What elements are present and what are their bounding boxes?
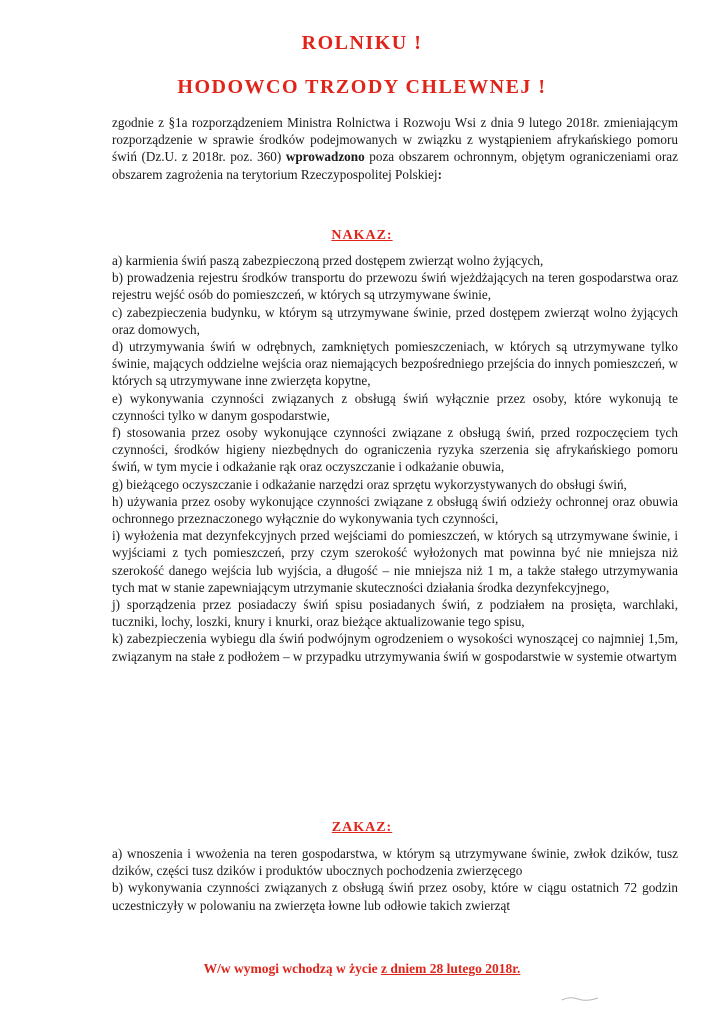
zakaz-heading: ZAKAZ: (331, 820, 393, 835)
intro-text-2: poza obszarem ochronnym, objętym ograniczeniami oraz obszarem zagrożenia na terytorium Rzeczypospolitej Polskiej (112, 149, 679, 182)
footer-date: z dniem 28 lutego 2018r. (380, 961, 521, 976)
nakaz-item-e: e) wykonywania czynności związanych z obsługą świń wyłącznie przez osoby, które wykonują te czynności tylko w danym gospodarstwie, (112, 390, 678, 423)
zakaz-list (112, 845, 678, 914)
zakaz-item-a: a) wnoszenia i wwożenia na teren gospodarstwa, w którym są utrzymywane świnie, zwłok dzików, tusz dzików, części tusz dzików i produktów ubocznych pochodzenia zwierzęcego (112, 846, 678, 879)
nakaz-item-g: g) bieżącego oczyszczanie i odkażanie narzędzi oraz sprzętu wykorzystywanych do obsługi świń, (112, 476, 627, 492)
nakaz-item-i: i) wyłożenia mat dezynfekcyjnych przed wejściami do pomieszczeń, w których są utrzymywane świnie, i wyjściami z tych pomieszczeń, przy czym szerokość wyłożonych mat powinna być nie mniejsza niż szerokość danego wejścia lub wyjścia, a długość – nie mniejsza niż 1 m, a także stałego utrzymywania tych mat w stanie zapewniającym utrzymanie skuteczności działania środka dezynfekcyjnego, (112, 528, 678, 595)
intro-bold: wprowadzono (285, 149, 365, 165)
intro-text: zgodnie z §1a rozporządzeniem Ministra Rolnictwa i Rozwoju Wsi z dnia 9 lutego 2018r. zmieniającym rozporządzenie w sprawie środków podejmowanych w związku z wystąpieniem afrykańskiego pomoru świń (Dz.U. z 2018r. poz. 360) (112, 115, 678, 165)
nakaz-list (112, 252, 678, 665)
nakaz-item-a: a) karmienia świń paszą zabezpieczoną przed dostępem zwierząt wolno żyjących, (112, 253, 544, 268)
scan-mark-icon (560, 995, 600, 1003)
nakaz-heading: NAKAZ: (331, 228, 393, 243)
zakaz-item-b: b) wykonywania czynności związanych z obsługą świń przez osoby, które w ciągu ostatnich 72 godzin uczestniczyły w polowaniu na zwierzęta łowne lub odłowie takich zwierząt (112, 880, 678, 913)
nakaz-item-d: d) utrzymywania świń w odrębnych, zamkniętych pomieszczeniach, w których są utrzymywane tylko świnie, mających oddzielne wejścia oraz niemających bezpośredniego przejścia do innych pomieszczeń, w których są utrzymywane inne zwierzęta kopytne, (112, 339, 678, 389)
title-line-1: ROLNIKU ! (301, 32, 423, 54)
footer-effective-date (0, 961, 724, 977)
nakaz-item-k: k) zabezpieczenia wybiegu dla świń podwójnym ogrodzeniem o wysokości wynoszącej co najmniej 1,5m, związanym na stałe z podłożem – w przypadku utrzymywania świń w gospodarstwie w systemie otwartym (112, 631, 678, 664)
nakaz-item-j: j) sporządzenia przez posiadaczy świń spisu posiadanych świń, z podziałem na prosięta, warchlaki, tuczniki, lochy, loszki, knury i knurki, oraz bieżące aktualizowanie tego spisu, (112, 597, 678, 630)
title-line-2: HODOWCO TRZODY CHLEWNEJ ! (177, 76, 547, 98)
nakaz-item-c: c) zabezpieczenia budynku, w którym są utrzymywane świnie, przed dostępem zwierząt wolno żyjących oraz domowych, (112, 304, 678, 337)
nakaz-item-f: f) stosowania przez osoby wykonujące czynności związane z obsługą świń, przed rozpoczęciem tych czynności, środków higieny niezbędnych do ograniczenia ryzyka szerzenia się afrykańskiego pomoru świń, w tym mycie i odkażanie rąk oraz oczyszczanie i odkażanie obuwia, (112, 425, 678, 475)
intro-colon: : (437, 166, 442, 182)
footer-text: W/w wymogi wchodzą w życie (203, 961, 381, 976)
intro-paragraph (112, 114, 678, 183)
nakaz-item-b: b) prowadzenia rejestru środków transportu do przewozu świń wjeżdżających na teren gospodarstwa oraz rejestru wejść osób do pomieszczeń, w których są utrzymywane świnie, (112, 270, 678, 303)
nakaz-item-h: h) używania przez osoby wykonujące czynności związane z obsługą świń odzieży ochronnej oraz obuwia ochronnego przeznaczonego wyłącznie do wykonywania tych czynności, (112, 493, 678, 527)
